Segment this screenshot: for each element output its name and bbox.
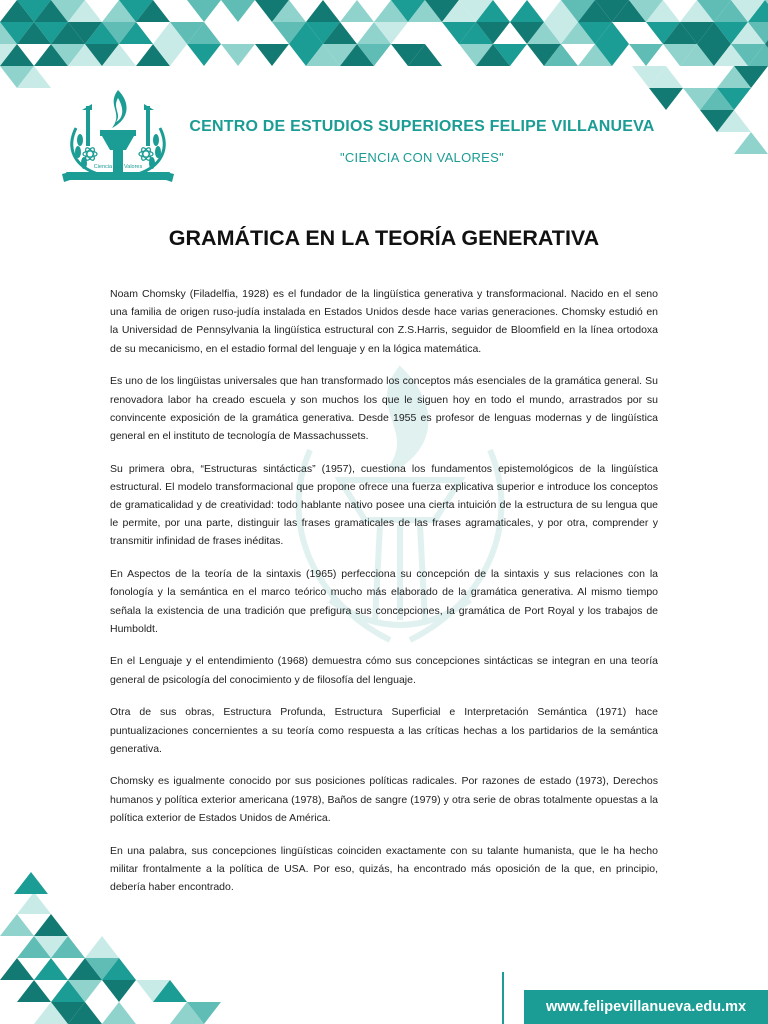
paragraph: Es uno de los lingüistas universales que han transformado los conceptos más esenciales de la gramática general. Su renovadora labor ha creado escuela y son muchos los que le siguen hoy en todo el mundo, arrastrados por su convincente exposición de la gramática generativa. Desde 1955 es profesor de lenguas modernas y de lingüística general en el instituto de tecnología de Massachussets. (110, 375, 658, 442)
triangle-shape (649, 88, 683, 110)
triangle-shape (0, 914, 34, 936)
torch-logo-icon (62, 88, 174, 188)
triangle-shape (14, 872, 48, 894)
triangle-shape (34, 914, 68, 936)
triangle-shape (306, 0, 340, 22)
paragraph: En Aspectos de la teoría de la sintaxis (1965) perfecciona su concepción de la sintaxis y sus relaciones con la fonología y la semántica en el marco teórico mucho más elaborado de la gramática generativa. Al mismo tiempo señala la existencia de una tradición que prefigura sus concepciones, la gramática de Port Royal y los trabajos de Humboldt. (110, 568, 658, 635)
triangle-shape (17, 980, 51, 1002)
document-body (110, 285, 658, 911)
triangle-shape (221, 44, 255, 66)
footer-divider (502, 972, 504, 1024)
triangle-shape (510, 0, 544, 22)
triangle-shape (734, 132, 768, 154)
triangle-shape (34, 958, 68, 980)
footer-bar (524, 990, 768, 1024)
svg-text:Ciencia con Valores: Ciencia con Valores (93, 164, 143, 170)
triangle-shape (102, 1002, 136, 1024)
paragraph: En una palabra, sus concepciones lingüísticas coinciden exactamente con su talante humanista, que le ha hecho militar frontalmente a la política de USA. Por eso, quizás, ha encontrado más oposición de la que, en principio, debería haber encontrado. (110, 844, 658, 893)
paragraph: Noam Chomsky (Filadelfia, 1928) es el fundador de la lingüística generativa y transformacional. Nacido en el seno una familia de origen ruso-judía instalada en Estados Unidos desde hace varias generaciones. Chomsky estudió en la Universidad de Pennsylvania la lingüística estructural con Z.S.Harris, seguidor de Bloomfield en la línea ortodoxa de su mecanicismo, en el estadio formal del lenguaje y en la lógica matemática. (110, 288, 658, 355)
triangle-shape (340, 0, 374, 22)
institution-name: CENTRO DE ESTUDIOS SUPERIORES FELIPE VILLANUEVA (189, 118, 655, 135)
document-title: GRAMÁTICA EN LA TEORÍA GENERATIVA (168, 226, 600, 250)
triangle-shape (187, 0, 221, 22)
institution-motto: "CIENCIA CON VALORES" (339, 150, 505, 165)
triangle-shape (629, 44, 663, 66)
triangle-shape (221, 0, 255, 22)
paragraph: Otra de sus obras, Estructura Profunda, Estructura Superficial e Interpretación Semántica (1971) hace puntualizaciones concernientes a su teoría como respuesta a las críticas hechas a los partidarios de la semántica generativa. (110, 706, 658, 755)
paragraph: En el Lenguaje y el entendimiento (1968) demuestra cómo sus concepciones sintácticas se integran en una teoría general de psicología del conocimiento y de filosofía del lenguaje. (110, 655, 658, 686)
paragraph: Su primera obra, “Estructuras sintácticas” (1957), cuestiona los fundamentos epistemológicos de la lingüística estructural. El modelo transformacional que propone ofrece una fuerza explicativa superior e introduce los conceptos de gramaticalidad y de creatividad: todo hablante nativo posee una cierta intuición de la estructura de su lengua que le permite, por una parte, distinguir las frases gramaticales de las frases agramaticales, y por otra, comprender y transmitir infinidad de frases inéditas. (110, 462, 658, 548)
triangle-shape (0, 958, 34, 980)
triangle-shape (17, 892, 51, 914)
triangle-shape (187, 44, 221, 66)
triangle-shape (102, 980, 136, 1002)
website-url[interactable]: www.felipevillanueva.edu.mx (545, 999, 747, 1015)
paragraph: Chomsky es igualmente conocido por sus posiciones políticas radicales. Por razones de estado (1973), Derechos humanos y política exterior americana (1978), Baños de sangre (1979) y otra serie de obras totalmente opuestas a la política exterior de Estados Unidos de América. (110, 775, 658, 824)
triangle-shape (85, 936, 119, 958)
triangle-shape (255, 44, 289, 66)
